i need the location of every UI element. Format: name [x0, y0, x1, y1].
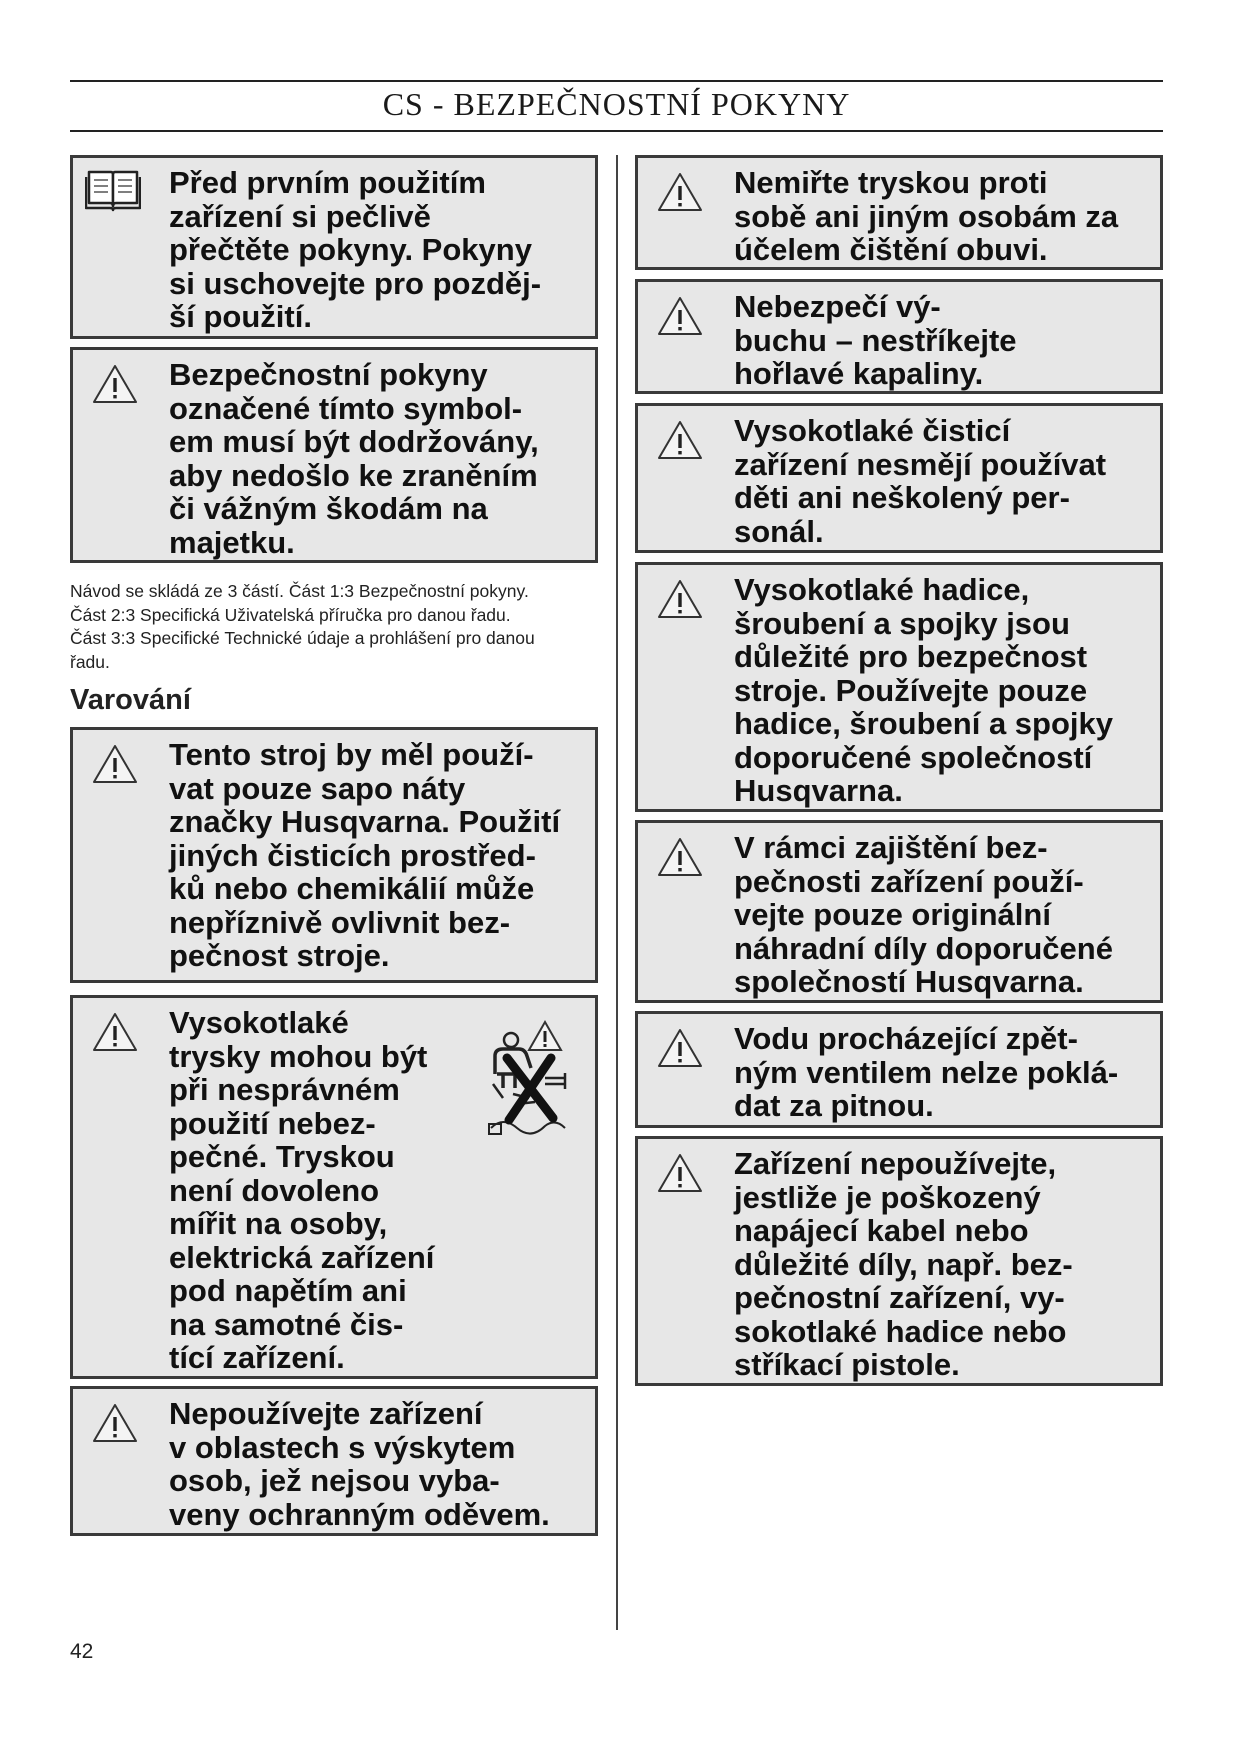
warning-triangle-icon: [91, 1010, 139, 1054]
warning-box: [635, 403, 1163, 553]
warning-box: [635, 1011, 1163, 1128]
intro-text: [70, 580, 610, 674]
warning-triangle-icon: [656, 577, 704, 621]
warning-text: Vysokotlaké trysky mohou být při nesprávném použití nebez- pečné. Tryskou není dovoleno mířit na osoby, elektrická zařízení pod napětím ani na samotné čis- tící zařízení.: [169, 1005, 435, 1375]
warning-box: [70, 995, 598, 1379]
intro-line: Část 2:3 Specifická Uživatelská příručka pro danou řadu.: [70, 604, 511, 625]
warning-text: Vodu procházející zpět- ným ventilem nelze poklá- dat za pitnou.: [734, 1021, 1119, 1123]
warning-text: Nemiřte tryskou proti sobě ani jiným osobám za účelem čištění obuvi.: [734, 165, 1119, 267]
warning-triangle-icon: [656, 294, 704, 338]
warning-triangle-icon: [656, 418, 704, 462]
warning-text: Vysokotlaké čisticí zařízení nesmějí používat děti ani neškolený per- sonál.: [734, 413, 1107, 549]
intro-line: Návod se skládá ze 3 částí. Část 1:3 Bezpečnostní pokyny.: [70, 581, 529, 601]
book-notice-box: [70, 155, 598, 339]
warning-triangle-icon: [656, 1151, 704, 1195]
do-not-spray-people-pictogram: [483, 1018, 583, 1148]
symbol-notice-box: [70, 347, 598, 563]
header-rule-top: [70, 80, 1163, 82]
warning-box: [635, 1136, 1163, 1386]
warning-box: [635, 562, 1163, 812]
book-notice-text: Před prvním použitím zařízení si pečlivě přečtěte pokyny. Pokyny si uschovejte pro pozděj- ší použití.: [169, 165, 542, 334]
warning-text: V rámci zajištění bez- pečnosti zařízení použí- vejte pouze originální náhradní díly doporučené společností Husqvarna.: [734, 830, 1113, 999]
book-icon: [85, 166, 141, 212]
warning-text: Tento stroj by měl použí- vat pouze sapo náty značky Husqvarna. Použití jiných čisticích prostřed- ků nebo chemikálií může nepříznivě ovlivnit bez- pečnost stroje.: [169, 737, 561, 973]
warning-box: [635, 155, 1163, 270]
warning-box: [70, 727, 598, 983]
warning-triangle-icon: [656, 1026, 704, 1070]
page-number: 42: [70, 1640, 94, 1663]
warning-triangle-icon: [91, 742, 139, 786]
intro-line: řadu.: [70, 651, 110, 672]
warning-text: Nebezpečí vý- buchu – nestříkejte hořlavé kapaliny.: [734, 289, 1017, 391]
warning-triangle-icon: [656, 170, 704, 214]
header-rule-bottom: [70, 130, 1163, 132]
warning-box: [70, 1386, 598, 1536]
warning-triangle-icon: [656, 835, 704, 879]
warning-text: Vysokotlaké hadice, šroubení a spojky jsou důležité pro bezpečnost stroje. Používejte pouze hadice, šroubení a spojky doporučené společností Husqvarna.: [734, 572, 1114, 808]
warning-text: Nepoužívejte zařízení v oblastech s výskytem osob, jež nejsou vyba- veny ochranným oděvem.: [169, 1396, 550, 1532]
warning-text: Zařízení nepoužívejte, jestliže je poškozený napájecí kabel nebo důležité díly, např. bez- pečnostní zařízení, vy- sokotlaké hadice nebo stříkací pistole.: [734, 1146, 1073, 1382]
symbol-notice-text: Bezpečnostní pokyny označené tímto symbol- em musí být dodržovány, aby nedošlo ke zraněním či vážným škodám na majetku.: [169, 357, 539, 560]
warnings-heading: Varování: [70, 684, 191, 716]
warning-box: [635, 820, 1163, 1003]
warning-box: [635, 279, 1163, 394]
intro-line: Část 3:3 Specifické Technické údaje a prohlášení pro danou: [70, 628, 535, 648]
warning-triangle-icon: [91, 362, 139, 406]
warning-triangle-icon: [91, 1401, 139, 1445]
page-title: CS - BEZPEČNOSTNÍ POKYNY: [382, 86, 851, 122]
column-divider: [616, 155, 618, 1630]
